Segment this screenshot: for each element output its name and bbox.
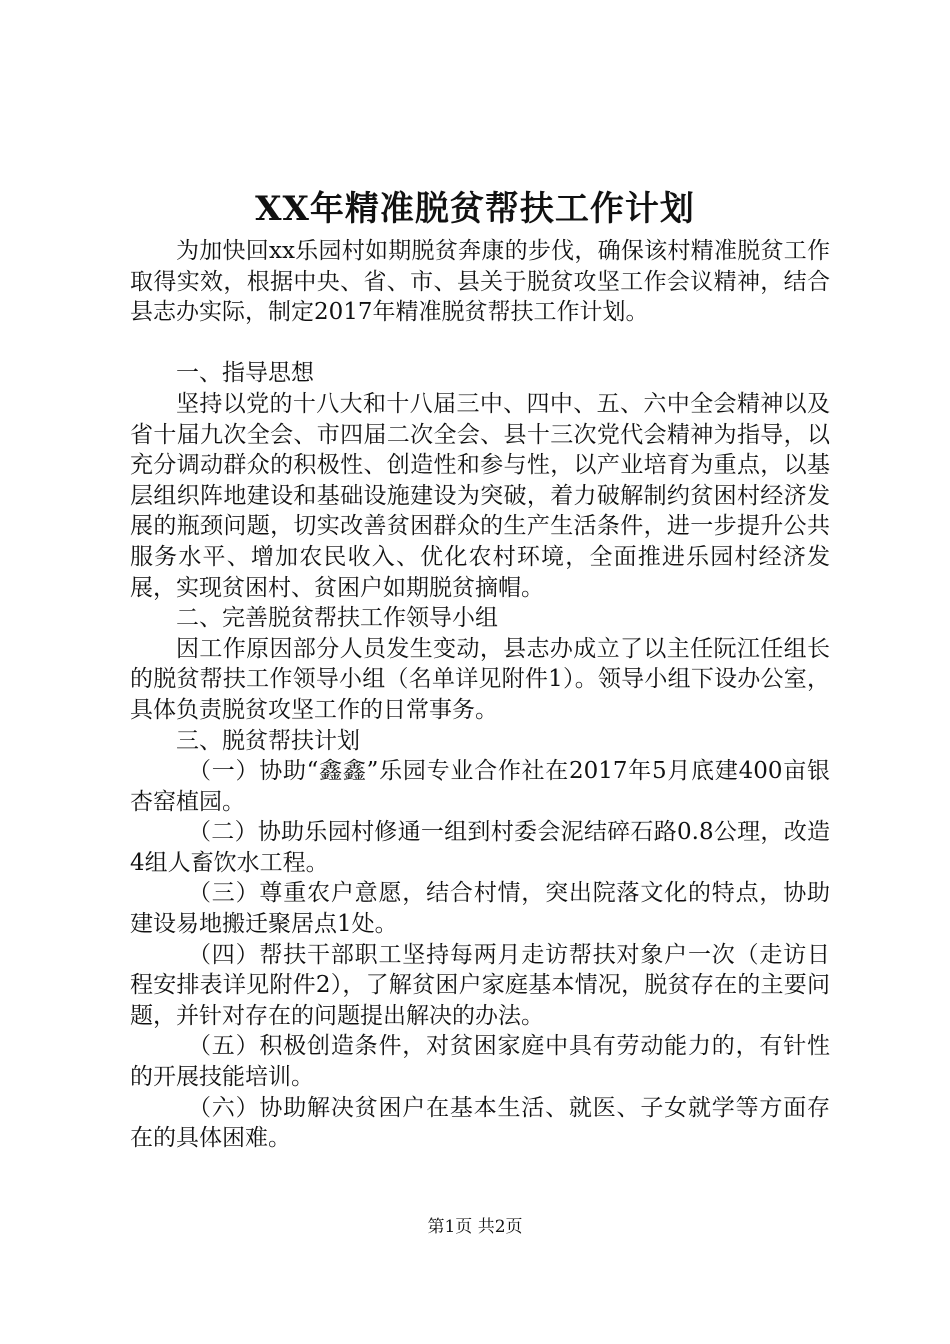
plan-item-1: （一）协助“鑫鑫”乐园专业合作社在2017年5月底建400亩银杏窑植园。 (130, 758, 830, 815)
paragraph-spacer (130, 328, 830, 359)
section-paragraph-1: 坚持以党的十八大和十八届三中、四中、五、六中全会精神以及省十届九次全会、市四届二次全会、县十三次党代会精神为指导，以充分调动群众的积极性、创造性和参与性，以产业培育为重点，以基层组织阵地建设和基础设施建设为突破，着力破解制约贫困村经济发展的瓶颈问题，切实改善贫困群众的生产生活条件，进一步提升公共服务水平、增加农民收入、优化农村环境，全面推进乐园村经济发展，实现贫困村、贫困户如期脱贫摘帽。 (130, 390, 830, 601)
section-paragraph-2: 因工作原因部分人员发生变动，县志办成立了以主任阮江任组长的脱贫帮扶工作领导小组（名单详见附件1）。领导小组下设办公室，具体负责脱贫攻坚工作的日常事务。 (130, 635, 830, 723)
plan-item-3: （三）尊重农户意愿，结合村情，突出院落文化的特点，协助建设易地搬迁聚居点1处。 (130, 880, 830, 938)
plan-item-5: （五）积极创造条件，对贫困家庭中具有劳动能力的，有针性的开展技能培训。 (130, 1033, 830, 1091)
document-body (130, 236, 830, 1154)
plan-item-4: （四）帮扶干部职工坚持每两月走访帮扶对象户一次（走访日程安排表详见附件2），了解贫困户家庭基本情况，脱贫存在的主要问题，并针对存在的问题提出解决的办法。 (130, 941, 830, 1029)
document-title: XX年精准脱贫帮扶工作计划 (255, 189, 695, 229)
intro-paragraph: 为加快回xx乐园村如期脱贫奔康的步伐，确保该村精准脱贫工作取得实效，根据中央、省、市、县关于脱贫攻坚工作会议精神，结合县志办实际，制定2017年精准脱贫帮扶工作计划。 (130, 238, 830, 326)
page-footer: 第1页 共2页 (427, 1217, 523, 1237)
section-heading-1: 一、指导思想 (176, 360, 314, 387)
plan-item-2: （二）协助乐园村修通一组到村委会泥结碎石路0.8公理，改造4组人畜饮水工程。 (130, 819, 830, 876)
plan-item-6: （六）协助解决贫困户在基本生活、就医、子女就学等方面存在的具体困难。 (130, 1094, 830, 1152)
section-heading-2: 二、完善脱贫帮扶工作领导小组 (176, 605, 498, 632)
section-heading-3: 三、脱贫帮扶计划 (176, 727, 360, 754)
